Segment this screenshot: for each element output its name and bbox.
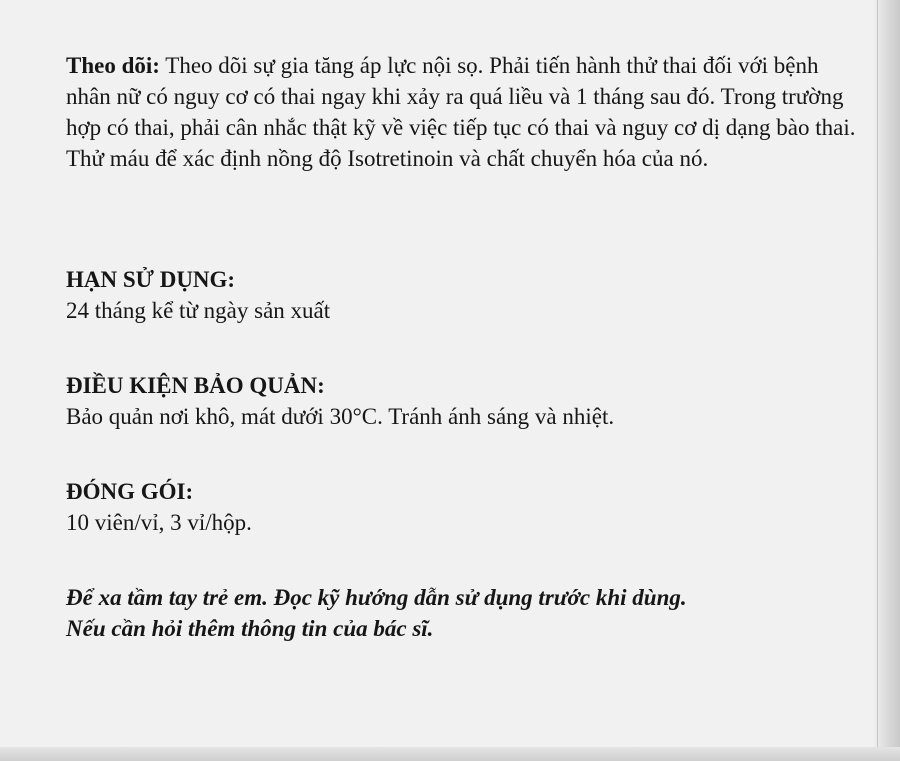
expiry-text: 24 tháng kể từ ngày sản xuất xyxy=(66,298,331,323)
warning-line-2: Nếu cần hỏi thêm thông tin của bác sĩ. xyxy=(66,616,434,641)
page-fold-line xyxy=(877,0,878,761)
document-content xyxy=(66,50,866,641)
warning-line-1: Để xa tầm tay trẻ em. Đọc kỹ hướng dẫn sử dụng trước khi dùng. xyxy=(66,585,687,610)
packaging-text: 10 viên/vỉ, 3 vỉ/hộp. xyxy=(66,510,252,535)
expiry-section xyxy=(66,264,866,326)
packaging-title: ĐÓNG GÓI: xyxy=(66,479,194,504)
storage-text: Bảo quản nơi khô, mát dưới 30°C. Tránh ánh sáng và nhiệt. xyxy=(66,404,615,429)
page-bottom-edge xyxy=(0,747,900,761)
packaging-section xyxy=(66,476,866,538)
warning-section xyxy=(66,582,866,644)
expiry-title: HẠN SỬ DỤNG: xyxy=(66,267,236,292)
monitoring-paragraph xyxy=(66,50,866,174)
storage-title: ĐIỀU KIỆN BẢO QUẢN: xyxy=(66,373,325,398)
storage-section xyxy=(66,370,866,432)
monitoring-text: Theo dõi sự gia tăng áp lực nội sọ. Phải tiến hành thử thai đối với bệnh nhân nữ có nguy cơ có thai ngay khi xảy ra quá liều và 1 tháng sau đó. Trong trường hợp có thai, phải cân nhắc thật kỹ về việc tiếp tục có thai và nguy cơ dị dạng bào thai. Thử máu để xác định nồng độ Isotretinoin và chất chuyển hóa của nó. xyxy=(66,53,856,171)
monitoring-label: Theo dõi: xyxy=(66,53,160,78)
